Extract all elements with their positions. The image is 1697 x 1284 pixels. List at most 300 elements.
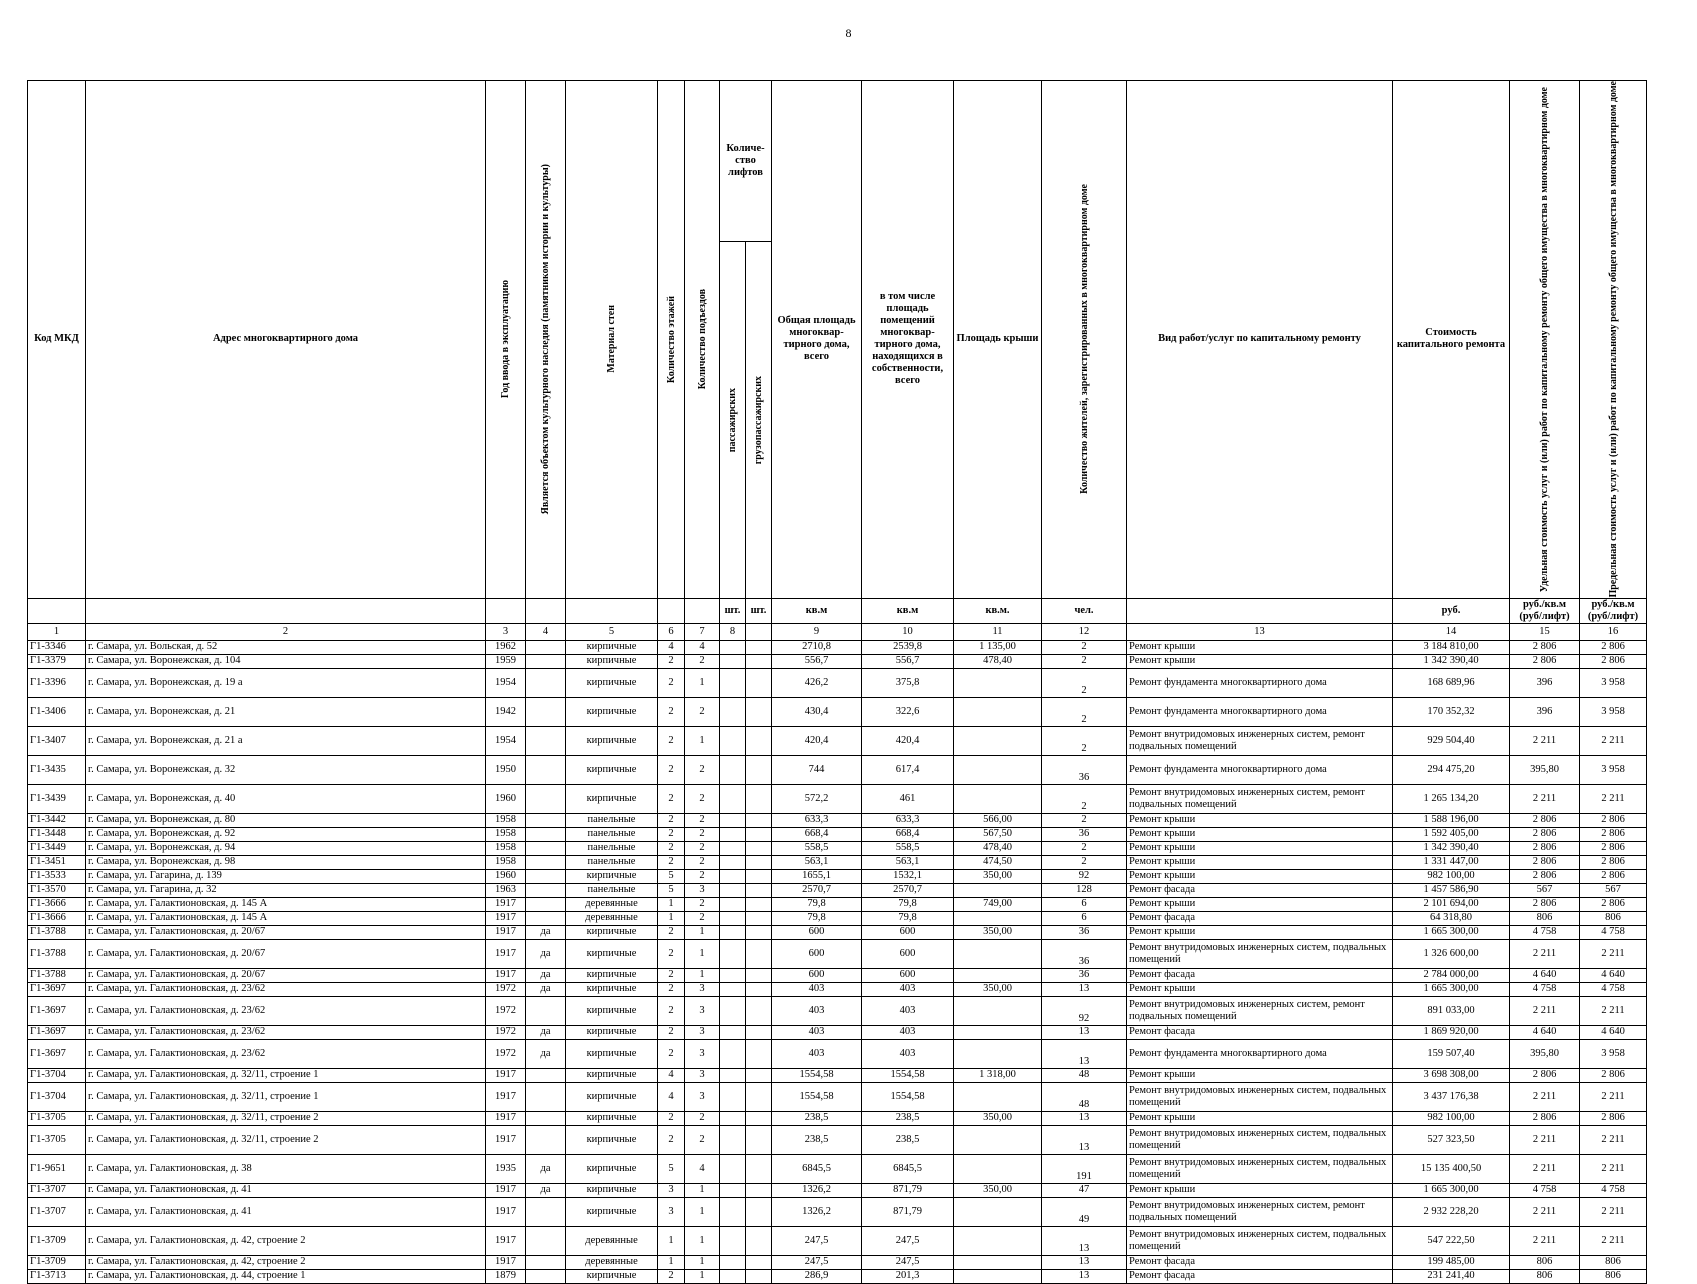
cell-lift-cargo xyxy=(746,784,772,813)
cell-total-area: 403 xyxy=(772,1039,862,1068)
table-row xyxy=(28,841,1647,855)
cell-unit-cost: 396 xyxy=(1510,697,1580,726)
cell-residents: 2 xyxy=(1042,654,1127,668)
col-num: 15 xyxy=(1510,623,1580,640)
cell-entrances: 3 xyxy=(685,1039,720,1068)
cell-floors: 2 xyxy=(658,968,685,982)
cell-year: 1917 xyxy=(486,925,526,939)
cell-address: г. Самара, ул. Галактионовская, д. 41 xyxy=(86,1183,486,1197)
cell-floors: 2 xyxy=(658,982,685,996)
cell-heritage xyxy=(526,883,566,897)
cell-work-type: Ремонт внутридомовых инженерных систем, ремонт подвальных помещений xyxy=(1127,784,1393,813)
cell-wall: кирпичные xyxy=(566,1082,658,1111)
cell-heritage xyxy=(526,1197,566,1226)
col-num: 16 xyxy=(1580,623,1647,640)
cell-entrances: 3 xyxy=(685,1068,720,1082)
cell-wall: кирпичные xyxy=(566,1125,658,1154)
cell-lift-passenger xyxy=(720,1269,746,1283)
col-num: 8 xyxy=(720,623,746,640)
cell-lift-passenger xyxy=(720,1183,746,1197)
cell-floors: 4 xyxy=(658,640,685,654)
cell-lift-passenger xyxy=(720,939,746,968)
cell-cost: 982 100,00 xyxy=(1393,869,1510,883)
cell-total-area: 238,5 xyxy=(772,1111,862,1125)
cell-year: 1972 xyxy=(486,996,526,1025)
cell-heritage xyxy=(526,668,566,697)
unit-14: руб. xyxy=(1393,598,1510,623)
cell-work-type: Ремонт внутридомовых инженерных систем, подвальных помещений xyxy=(1127,1082,1393,1111)
cell-wall: деревянные xyxy=(566,897,658,911)
cell-roof-area: 566,00 xyxy=(954,813,1042,827)
cell-code: Г1-3451 xyxy=(28,855,86,869)
cell-wall: кирпичные xyxy=(566,697,658,726)
cell-lift-cargo xyxy=(746,855,772,869)
cell-max-cost: 2 211 xyxy=(1580,784,1647,813)
cell-total-area: 1326,2 xyxy=(772,1183,862,1197)
cell-unit-cost: 396 xyxy=(1510,668,1580,697)
cell-code: Г1-3666 xyxy=(28,897,86,911)
cell-year: 1917 xyxy=(486,1226,526,1255)
cell-floors: 2 xyxy=(658,939,685,968)
cell-lift-cargo xyxy=(746,1226,772,1255)
table-row xyxy=(28,1025,1647,1039)
cell-residents: 48 xyxy=(1042,1082,1127,1111)
cell-floors: 2 xyxy=(658,726,685,755)
cell-total-area: 420,4 xyxy=(772,726,862,755)
cell-roof-area xyxy=(954,996,1042,1025)
cell-code: Г1-3707 xyxy=(28,1197,86,1226)
col-num: 5 xyxy=(566,623,658,640)
col-num: 6 xyxy=(658,623,685,640)
cell-lift-passenger xyxy=(720,1154,746,1183)
cell-address: г. Самара, ул. Воронежская, д. 40 xyxy=(86,784,486,813)
cell-heritage xyxy=(526,1111,566,1125)
cell-year: 1917 xyxy=(486,1068,526,1082)
cell-heritage xyxy=(526,841,566,855)
cell-entrances: 2 xyxy=(685,855,720,869)
cell-max-cost: 2 806 xyxy=(1580,841,1647,855)
cell-lift-cargo xyxy=(746,982,772,996)
cell-residents: 13 xyxy=(1042,982,1127,996)
cell-heritage xyxy=(526,855,566,869)
cell-address: г. Самара, ул. Гагарина, д. 32 xyxy=(86,883,486,897)
col-num: 11 xyxy=(954,623,1042,640)
cell-unit-cost: 2 211 xyxy=(1510,1226,1580,1255)
cell-wall: панельные xyxy=(566,813,658,827)
cell-roof-area xyxy=(954,1197,1042,1226)
cell-max-cost: 567 xyxy=(1580,883,1647,897)
cell-total-area: 600 xyxy=(772,925,862,939)
cell-entrances: 1 xyxy=(685,968,720,982)
header-cost: Стоимость капитального ремонта xyxy=(1393,81,1510,599)
cell-cost: 3 437 176,38 xyxy=(1393,1082,1510,1111)
table-body xyxy=(28,640,1647,1283)
cell-owned-area: 2570,7 xyxy=(862,883,954,897)
cell-code: Г1-3448 xyxy=(28,827,86,841)
cell-work-type: Ремонт внутридомовых инженерных систем, ремонт подвальных помещений xyxy=(1127,726,1393,755)
cell-total-area: 1655,1 xyxy=(772,869,862,883)
cell-total-area: 558,5 xyxy=(772,841,862,855)
cell-lift-passenger xyxy=(720,1082,746,1111)
cell-year: 1963 xyxy=(486,883,526,897)
cell-work-type: Ремонт крыши xyxy=(1127,841,1393,855)
cell-cost: 3 184 810,00 xyxy=(1393,640,1510,654)
cell-address: г. Самара, ул. Галактионовская, д. 145 А xyxy=(86,897,486,911)
cell-floors: 2 xyxy=(658,1269,685,1283)
cell-owned-area: 600 xyxy=(862,968,954,982)
cell-roof-area xyxy=(954,1039,1042,1068)
cell-wall: кирпичные xyxy=(566,755,658,784)
cell-address: г. Самара, ул. Галактионовская, д. 32/11, строение 2 xyxy=(86,1125,486,1154)
cell-roof-area: 478,40 xyxy=(954,654,1042,668)
cell-lift-cargo xyxy=(746,939,772,968)
cell-address: г. Самара, ул. Галактионовская, д. 42, строение 2 xyxy=(86,1255,486,1269)
cell-roof-area xyxy=(954,939,1042,968)
cell-year: 1958 xyxy=(486,827,526,841)
cell-heritage xyxy=(526,755,566,784)
cell-heritage: да xyxy=(526,925,566,939)
cell-heritage xyxy=(526,697,566,726)
cell-year: 1917 xyxy=(486,968,526,982)
cell-cost: 1 342 390,40 xyxy=(1393,654,1510,668)
cell-max-cost: 2 211 xyxy=(1580,996,1647,1025)
cell-roof-area: 567,50 xyxy=(954,827,1042,841)
cell-work-type: Ремонт фундамента многоквартирного дома xyxy=(1127,668,1393,697)
cell-floors: 5 xyxy=(658,1154,685,1183)
cell-floors: 3 xyxy=(658,1197,685,1226)
cell-residents: 36 xyxy=(1042,925,1127,939)
cell-address: г. Самара, ул. Воронежская, д. 98 xyxy=(86,855,486,869)
header-max-cost: Предельная стоимость услуг и (или) работ по капитальному ремонту общего имущества в многоквартирном доме xyxy=(1580,81,1647,599)
cell-cost: 64 318,80 xyxy=(1393,911,1510,925)
cell-lift-cargo xyxy=(746,813,772,827)
cell-residents: 36 xyxy=(1042,755,1127,784)
cell-max-cost: 4 758 xyxy=(1580,982,1647,996)
cell-year: 1962 xyxy=(486,640,526,654)
cell-floors: 5 xyxy=(658,869,685,883)
cell-unit-cost: 2 806 xyxy=(1510,897,1580,911)
cell-max-cost: 806 xyxy=(1580,911,1647,925)
cell-total-area: 633,3 xyxy=(772,813,862,827)
table-row xyxy=(28,784,1647,813)
cell-lift-passenger xyxy=(720,640,746,654)
cell-max-cost: 4 758 xyxy=(1580,1183,1647,1197)
cell-roof-area xyxy=(954,1125,1042,1154)
cell-roof-area xyxy=(954,968,1042,982)
col-num: 10 xyxy=(862,623,954,640)
cell-floors: 2 xyxy=(658,996,685,1025)
cell-unit-cost: 2 806 xyxy=(1510,1111,1580,1125)
cell-lift-cargo xyxy=(746,755,772,784)
cell-cost: 547 222,50 xyxy=(1393,1226,1510,1255)
cell-roof-area xyxy=(954,726,1042,755)
unit-10: кв.м xyxy=(862,598,954,623)
cell-entrances: 2 xyxy=(685,813,720,827)
cell-lift-passenger xyxy=(720,813,746,827)
cell-floors: 2 xyxy=(658,827,685,841)
cell-code: Г1-3396 xyxy=(28,668,86,697)
cell-entrances: 2 xyxy=(685,654,720,668)
cell-lift-cargo xyxy=(746,1154,772,1183)
cell-lift-cargo xyxy=(746,668,772,697)
cell-owned-area: 322,6 xyxy=(862,697,954,726)
cell-entrances: 1 xyxy=(685,668,720,697)
header-lifts-cargo: грузопассажирских xyxy=(746,242,772,598)
cell-lift-cargo xyxy=(746,1269,772,1283)
cell-lift-cargo xyxy=(746,883,772,897)
cell-work-type: Ремонт фасада xyxy=(1127,883,1393,897)
cell-unit-cost: 2 211 xyxy=(1510,996,1580,1025)
cell-heritage xyxy=(526,1068,566,1082)
cell-entrances: 2 xyxy=(685,827,720,841)
cell-floors: 2 xyxy=(658,654,685,668)
cell-owned-area: 6845,5 xyxy=(862,1154,954,1183)
cell-roof-area: 1 135,00 xyxy=(954,640,1042,654)
cell-total-area: 403 xyxy=(772,982,862,996)
cell-max-cost: 2 211 xyxy=(1580,939,1647,968)
cell-year: 1917 xyxy=(486,1111,526,1125)
cell-roof-area: 350,00 xyxy=(954,925,1042,939)
cell-lift-passenger xyxy=(720,968,746,982)
cell-floors: 2 xyxy=(658,697,685,726)
header-unit-cost: Удельная стоимость услуг и (или) работ по капитальному ремонту общего имущества в многоквартирном доме xyxy=(1510,81,1580,599)
cell-roof-area xyxy=(954,1082,1042,1111)
table-row xyxy=(28,939,1647,968)
cell-code: Г1-3379 xyxy=(28,654,86,668)
cell-heritage: да xyxy=(526,968,566,982)
table-row xyxy=(28,1125,1647,1154)
cell-address: г. Самара, ул. Воронежская, д. 94 xyxy=(86,841,486,855)
capital-repair-table xyxy=(27,80,1647,1284)
cell-heritage: да xyxy=(526,1039,566,1068)
cell-unit-cost: 806 xyxy=(1510,1269,1580,1283)
unit-9: кв.м xyxy=(772,598,862,623)
cell-code: Г1-3439 xyxy=(28,784,86,813)
header-work-type: Вид работ/услуг по капитальному ремонту xyxy=(1127,81,1393,599)
cell-work-type: Ремонт крыши xyxy=(1127,925,1393,939)
cell-heritage: да xyxy=(526,939,566,968)
cell-year: 1972 xyxy=(486,982,526,996)
cell-wall: кирпичные xyxy=(566,654,658,668)
cell-owned-area: 403 xyxy=(862,1025,954,1039)
table-row xyxy=(28,813,1647,827)
cell-unit-cost: 2 806 xyxy=(1510,827,1580,841)
cell-total-area: 6845,5 xyxy=(772,1154,862,1183)
cell-roof-area xyxy=(954,1226,1042,1255)
cell-wall: деревянные xyxy=(566,911,658,925)
cell-code: Г1-3707 xyxy=(28,1183,86,1197)
cell-unit-cost: 4 758 xyxy=(1510,925,1580,939)
cell-cost: 199 485,00 xyxy=(1393,1255,1510,1269)
cell-cost: 3 698 308,00 xyxy=(1393,1068,1510,1082)
cell-lift-passenger xyxy=(720,827,746,841)
cell-address: г. Самара, ул. Галактионовская, д. 38 xyxy=(86,1154,486,1183)
cell-heritage xyxy=(526,813,566,827)
cell-heritage: да xyxy=(526,982,566,996)
cell-heritage: да xyxy=(526,1025,566,1039)
cell-max-cost: 2 806 xyxy=(1580,813,1647,827)
cell-address: г. Самара, ул. Галактионовская, д. 23/62 xyxy=(86,1025,486,1039)
cell-roof-area xyxy=(954,1154,1042,1183)
cell-wall: кирпичные xyxy=(566,982,658,996)
cell-lift-cargo xyxy=(746,654,772,668)
cell-lift-cargo xyxy=(746,1125,772,1154)
cell-cost: 294 475,20 xyxy=(1393,755,1510,784)
cell-max-cost: 2 806 xyxy=(1580,855,1647,869)
cell-max-cost: 2 806 xyxy=(1580,827,1647,841)
cell-floors: 2 xyxy=(658,1025,685,1039)
cell-cost: 15 135 400,50 xyxy=(1393,1154,1510,1183)
cell-wall: кирпичные xyxy=(566,640,658,654)
cell-heritage: да xyxy=(526,1154,566,1183)
unit-7: шт. xyxy=(720,598,746,623)
cell-lift-passenger xyxy=(720,1255,746,1269)
cell-floors: 2 xyxy=(658,784,685,813)
cell-roof-area xyxy=(954,1025,1042,1039)
cell-unit-cost: 2 211 xyxy=(1510,1154,1580,1183)
cell-owned-area: 617,4 xyxy=(862,755,954,784)
cell-residents: 49 xyxy=(1042,1197,1127,1226)
cell-roof-area: 350,00 xyxy=(954,869,1042,883)
cell-lift-cargo xyxy=(746,640,772,654)
cell-year: 1958 xyxy=(486,841,526,855)
cell-roof-area: 350,00 xyxy=(954,1111,1042,1125)
cell-roof-area xyxy=(954,883,1042,897)
table-row xyxy=(28,996,1647,1025)
cell-work-type: Ремонт фасада xyxy=(1127,911,1393,925)
cell-work-type: Ремонт внутридомовых инженерных систем, подвальных помещений xyxy=(1127,1226,1393,1255)
cell-wall: панельные xyxy=(566,827,658,841)
cell-entrances: 1 xyxy=(685,1226,720,1255)
cell-max-cost: 2 806 xyxy=(1580,897,1647,911)
cell-entrances: 2 xyxy=(685,1125,720,1154)
cell-owned-area: 461 xyxy=(862,784,954,813)
cell-floors: 1 xyxy=(658,897,685,911)
cell-max-cost: 3 958 xyxy=(1580,668,1647,697)
cell-entrances: 1 xyxy=(685,939,720,968)
cell-owned-area: 238,5 xyxy=(862,1111,954,1125)
cell-code: Г1-3697 xyxy=(28,1039,86,1068)
cell-max-cost: 4 640 xyxy=(1580,968,1647,982)
cell-code: Г1-3570 xyxy=(28,883,86,897)
cell-unit-cost: 2 211 xyxy=(1510,784,1580,813)
header-total-area: Общая площадь многоквар- тирного дома, всего xyxy=(772,81,862,599)
column-number-row xyxy=(28,623,1647,640)
cell-heritage xyxy=(526,996,566,1025)
cell-residents: 6 xyxy=(1042,911,1127,925)
table-row xyxy=(28,1226,1647,1255)
cell-wall: кирпичные xyxy=(566,1183,658,1197)
cell-work-type: Ремонт внутридомовых инженерных систем, подвальных помещений xyxy=(1127,939,1393,968)
cell-total-area: 556,7 xyxy=(772,654,862,668)
table-row xyxy=(28,726,1647,755)
cell-residents: 2 xyxy=(1042,668,1127,697)
cell-lift-passenger xyxy=(720,1025,746,1039)
col-num: 9 xyxy=(772,623,862,640)
cell-unit-cost: 567 xyxy=(1510,883,1580,897)
cell-floors: 3 xyxy=(658,1183,685,1197)
cell-cost: 1 331 447,00 xyxy=(1393,855,1510,869)
cell-address: г. Самара, ул. Галактионовская, д. 23/62 xyxy=(86,982,486,996)
cell-total-area: 286,9 xyxy=(772,1269,862,1283)
cell-residents: 13 xyxy=(1042,1039,1127,1068)
cell-lift-passenger xyxy=(720,855,746,869)
cell-owned-area: 600 xyxy=(862,925,954,939)
cell-cost: 2 932 228,20 xyxy=(1393,1197,1510,1226)
cell-total-area: 563,1 xyxy=(772,855,862,869)
cell-code: Г1-3449 xyxy=(28,841,86,855)
cell-unit-cost: 2 211 xyxy=(1510,939,1580,968)
cell-heritage xyxy=(526,784,566,813)
header-lifts: Количе- ство лифтов xyxy=(720,81,772,242)
cell-entrances: 3 xyxy=(685,996,720,1025)
cell-lift-cargo xyxy=(746,897,772,911)
cell-entrances: 3 xyxy=(685,1025,720,1039)
cell-floors: 2 xyxy=(658,1125,685,1154)
cell-year: 1958 xyxy=(486,813,526,827)
header-address: Адрес многоквартирного дома xyxy=(86,81,486,599)
cell-address: г. Самара, ул. Галактионовская, д. 41 xyxy=(86,1197,486,1226)
cell-total-area: 1554,58 xyxy=(772,1082,862,1111)
cell-year: 1935 xyxy=(486,1154,526,1183)
cell-roof-area xyxy=(954,697,1042,726)
cell-unit-cost: 4 758 xyxy=(1510,982,1580,996)
cell-max-cost: 2 211 xyxy=(1580,1125,1647,1154)
cell-wall: кирпичные xyxy=(566,1025,658,1039)
cell-owned-area: 201,3 xyxy=(862,1269,954,1283)
cell-entrances: 4 xyxy=(685,640,720,654)
cell-address: г. Самара, ул. Галактионовская, д. 20/67 xyxy=(86,925,486,939)
cell-address: г. Самара, ул. Воронежская, д. 19 а xyxy=(86,668,486,697)
cell-code: Г1-3704 xyxy=(28,1068,86,1082)
cell-lift-passenger xyxy=(720,925,746,939)
cell-lift-passenger xyxy=(720,883,746,897)
header-lifts-passenger: пассажирских xyxy=(720,242,746,598)
cell-address: г. Самара, ул. Гагарина, д. 139 xyxy=(86,869,486,883)
cell-work-type: Ремонт крыши xyxy=(1127,827,1393,841)
cell-total-area: 403 xyxy=(772,996,862,1025)
cell-unit-cost: 395,80 xyxy=(1510,1039,1580,1068)
cell-year: 1917 xyxy=(486,1183,526,1197)
cell-total-area: 247,5 xyxy=(772,1255,862,1269)
unit-15: руб./кв.м (руб/лифт) xyxy=(1510,598,1580,623)
cell-code: Г1-3709 xyxy=(28,1226,86,1255)
cell-cost: 1 342 390,40 xyxy=(1393,841,1510,855)
cell-roof-area: 350,00 xyxy=(954,982,1042,996)
cell-cost: 1 457 586,90 xyxy=(1393,883,1510,897)
col-num: 3 xyxy=(486,623,526,640)
cell-wall: кирпичные xyxy=(566,726,658,755)
cell-wall: кирпичные xyxy=(566,1197,658,1226)
cell-work-type: Ремонт внутридомовых инженерных систем, ремонт подвальных помещений xyxy=(1127,1197,1393,1226)
cell-address: г. Самара, ул. Вольская, д. 52 xyxy=(86,640,486,654)
cell-entrances: 3 xyxy=(685,1082,720,1111)
cell-heritage xyxy=(526,640,566,654)
cell-total-area: 79,8 xyxy=(772,897,862,911)
cell-entrances: 1 xyxy=(685,1197,720,1226)
cell-residents: 2 xyxy=(1042,784,1127,813)
cell-address: г. Самара, ул. Воронежская, д. 21 xyxy=(86,697,486,726)
table-row xyxy=(28,968,1647,982)
cell-code: Г1-3533 xyxy=(28,869,86,883)
cell-lift-cargo xyxy=(746,1255,772,1269)
table-row xyxy=(28,897,1647,911)
cell-floors: 2 xyxy=(658,841,685,855)
cell-code: Г1-3705 xyxy=(28,1125,86,1154)
cell-lift-passenger xyxy=(720,784,746,813)
cell-lift-passenger xyxy=(720,911,746,925)
cell-code: Г1-9651 xyxy=(28,1154,86,1183)
